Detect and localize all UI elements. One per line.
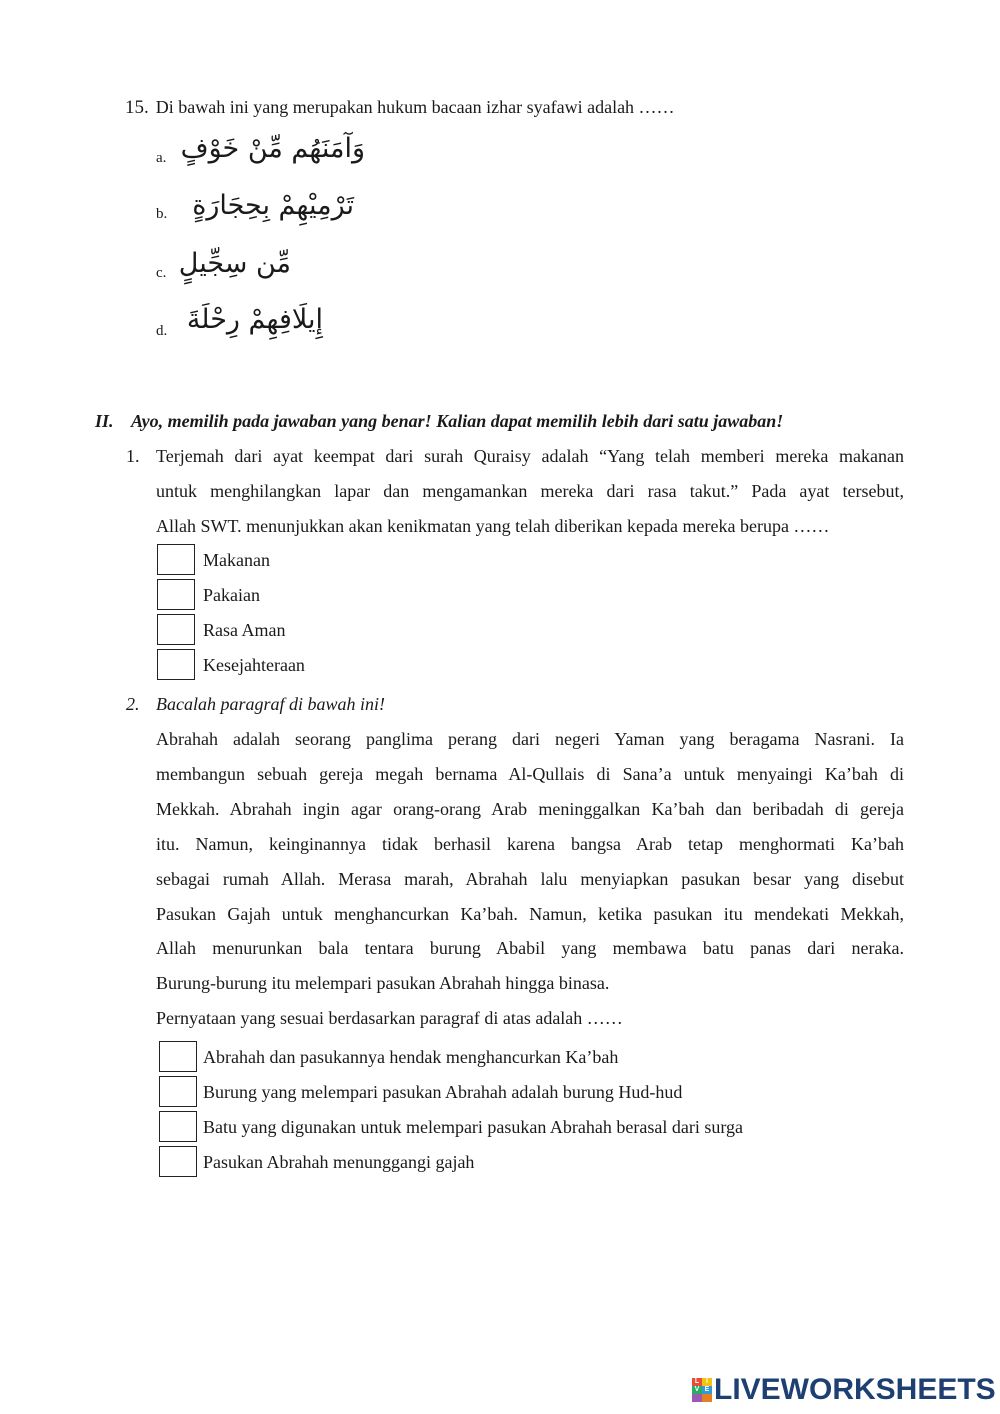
option-d-letter: d. <box>156 323 168 339</box>
question-1-number: 1. <box>126 446 140 466</box>
section-number: II. <box>95 411 114 431</box>
choice-label: Pasukan Abrahah menunggangi gajah <box>203 1152 475 1172</box>
logo-mark-cell: E <box>702 1386 712 1394</box>
checkbox-choice-a[interactable] <box>159 1041 197 1072</box>
question-1-line: Terjemah dari ayat keempat dari surah Quraisy adalah “Yang telah memberi mereka makanan <box>156 446 904 466</box>
question-1-line: untuk menghilangkan lapar dan mengamankan mereka dari rasa takut.” Pada ayat tersebut, <box>156 481 904 501</box>
choice-label: Kesejahteraan <box>203 655 305 675</box>
paragraph-line: Allah menurunkan bala tentara burung Ababil yang membawa batu panas dari neraka. <box>156 938 904 958</box>
question-2-text: Pernyataan yang sesuai berdasarkan paragraf di atas adalah …… <box>156 1008 623 1028</box>
paragraph-line: Mekkah. Abrahah ingin agar orang-orang Arab meninggalkan Ka’bah dan beribadah di gereja <box>156 799 904 819</box>
checkbox-choice-d[interactable] <box>159 1146 197 1177</box>
option-c-letter: c. <box>156 265 167 281</box>
paragraph-line: sebagai rumah Allah. Merasa marah, Abrahah lalu menyiapkan pasukan besar yang disebut <box>156 869 904 889</box>
question-2-intro: Bacalah paragraf di bawah ini! <box>156 694 385 714</box>
paragraph-line: Pasukan Gajah untuk menghancurkan Ka’bah. Namun, ketika pasukan itu mendekati Mekkah, <box>156 904 904 924</box>
paragraph-line: itu. Namun, keinginannya tidak berhasil karena bangsa Arab tetap menghormati Ka’bah <box>156 834 904 854</box>
logo-mark-cell: I <box>702 1378 712 1386</box>
option-d-arabic[interactable]: إِيلَافِهِمْ رِحْلَةَ <box>186 304 323 335</box>
choice-label: Batu yang digunakan untuk melempari pasukan Abrahah berasal dari surga <box>203 1117 744 1137</box>
checkbox-pakaian[interactable] <box>157 579 195 610</box>
logo-mark-cell: V <box>692 1386 702 1394</box>
logo-mark-cell <box>702 1394 712 1402</box>
liveworksheets-logo[interactable] <box>692 1375 996 1405</box>
paragraph-line: Abrahah adalah seorang panglima perang dari negeri Yaman yang beragama Nasrani. Ia <box>156 729 904 749</box>
choice-label: Abrahah dan pasukannya hendak menghancurkan Ka’bah <box>203 1047 619 1067</box>
logo-text: LIVEWORKSHEETS <box>714 1373 996 1406</box>
logo-mark-cell: L <box>692 1378 702 1386</box>
checkbox-rasa-aman[interactable] <box>157 614 195 645</box>
checkbox-choice-b[interactable] <box>159 1076 197 1107</box>
checkbox-kesejahteraan[interactable] <box>157 649 195 680</box>
paragraph-line: membangun sebuah gereja megah bernama Al-Qullais di Sana’a untuk menyaingi Ka’bah di <box>156 764 904 784</box>
paragraph-line: Burung-burung itu melempari pasukan Abrahah hingga binasa. <box>156 973 610 993</box>
choice-label: Pakaian <box>203 585 260 605</box>
section-instruction: Ayo, memilih pada jawaban yang benar! Kalian dapat memilih lebih dari satu jawaban! <box>131 411 784 431</box>
question-1-line: Allah SWT. menunjukkan akan kenikmatan yang telah diberikan kepada mereka berupa …… <box>156 516 830 536</box>
option-b-arabic[interactable]: تَرْمِيْهِمْ بِحِجَارَةٍ <box>192 190 354 221</box>
option-a-arabic[interactable]: وَآمَنَهُم مِّنْ خَوْفٍ <box>180 133 365 164</box>
logo-mark-icon <box>692 1378 712 1402</box>
section-heading <box>95 411 783 432</box>
question-number: 15. <box>125 97 149 118</box>
question-text: Di bawah ini yang merupakan hukum bacaan izhar syafawi adalah …… <box>155 97 675 117</box>
question-15 <box>125 97 675 119</box>
choice-label: Burung yang melempari pasukan Abrahah adalah burung Hud-hud <box>203 1082 683 1102</box>
checkbox-choice-c[interactable] <box>159 1111 197 1142</box>
option-a-letter: a. <box>156 150 167 166</box>
option-c-arabic[interactable]: مِّن سِجِّيلٍ <box>178 248 291 279</box>
choice-label: Makanan <box>203 550 270 570</box>
choice-label: Rasa Aman <box>203 620 286 640</box>
option-b-letter: b. <box>156 206 168 222</box>
logo-mark-cell <box>692 1394 702 1402</box>
checkbox-makanan[interactable] <box>157 544 195 575</box>
question-2-number: 2. <box>126 694 140 714</box>
